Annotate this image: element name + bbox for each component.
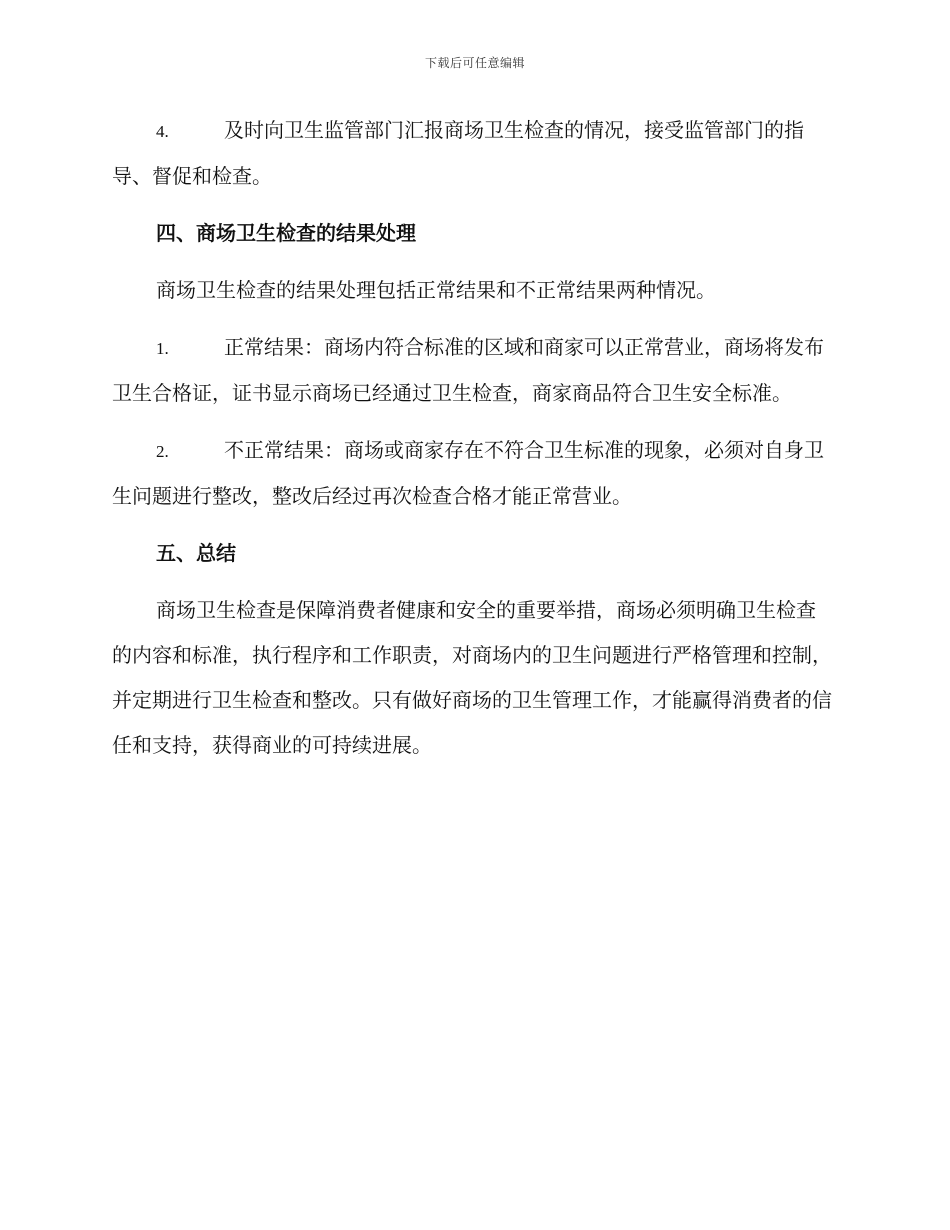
document-body [112, 108, 832, 768]
page-header: 下载后可任意编辑 [424, 56, 525, 70]
section-heading-results: 四、商场卫生检查的结果处理 [156, 221, 416, 245]
section-intro-paragraph: 商场卫生检查的结果处理包括正常结果和不正常结果两种情况。 [156, 278, 716, 302]
summary-paragraph: 商场卫生检查是保障消费者健康和安全的重要举措，商场必须明确卫生检查的内容和标准，执行程序和工作职责，对商场内的卫生问题进行严格管理和控制，并定期进行卫生检查和整改。只有做好商场的卫生管理工作，才能赢得消费者的信任和支持，获得商业的可持续进展。 [112, 598, 832, 757]
list-number: 2. [156, 442, 169, 461]
list-number: 4. [156, 122, 169, 141]
list-item-text: 及时向卫生监管部门汇报商场卫生检查的情况，接受监管部门的指导、督促和检查。 [112, 118, 804, 188]
list-item-normal-result [112, 325, 832, 416]
list-number: 1. [156, 339, 169, 358]
list-item-text: 不正常结果：商场或商家存在不符合卫生标准的现象，必须对自身卫生问题进行整改，整改后经过再次检查合格才能正常营业。 [112, 438, 824, 508]
list-item-text: 正常结果：商场内符合标准的区域和商家可以正常营业，商场将发布卫生合格证，证书显示商场已经通过卫生检查，商家商品符合卫生安全标准。 [112, 335, 824, 405]
section-heading-summary: 五、总结 [156, 541, 236, 565]
list-item-abnormal-result [112, 428, 832, 519]
list-item-4 [112, 108, 832, 199]
